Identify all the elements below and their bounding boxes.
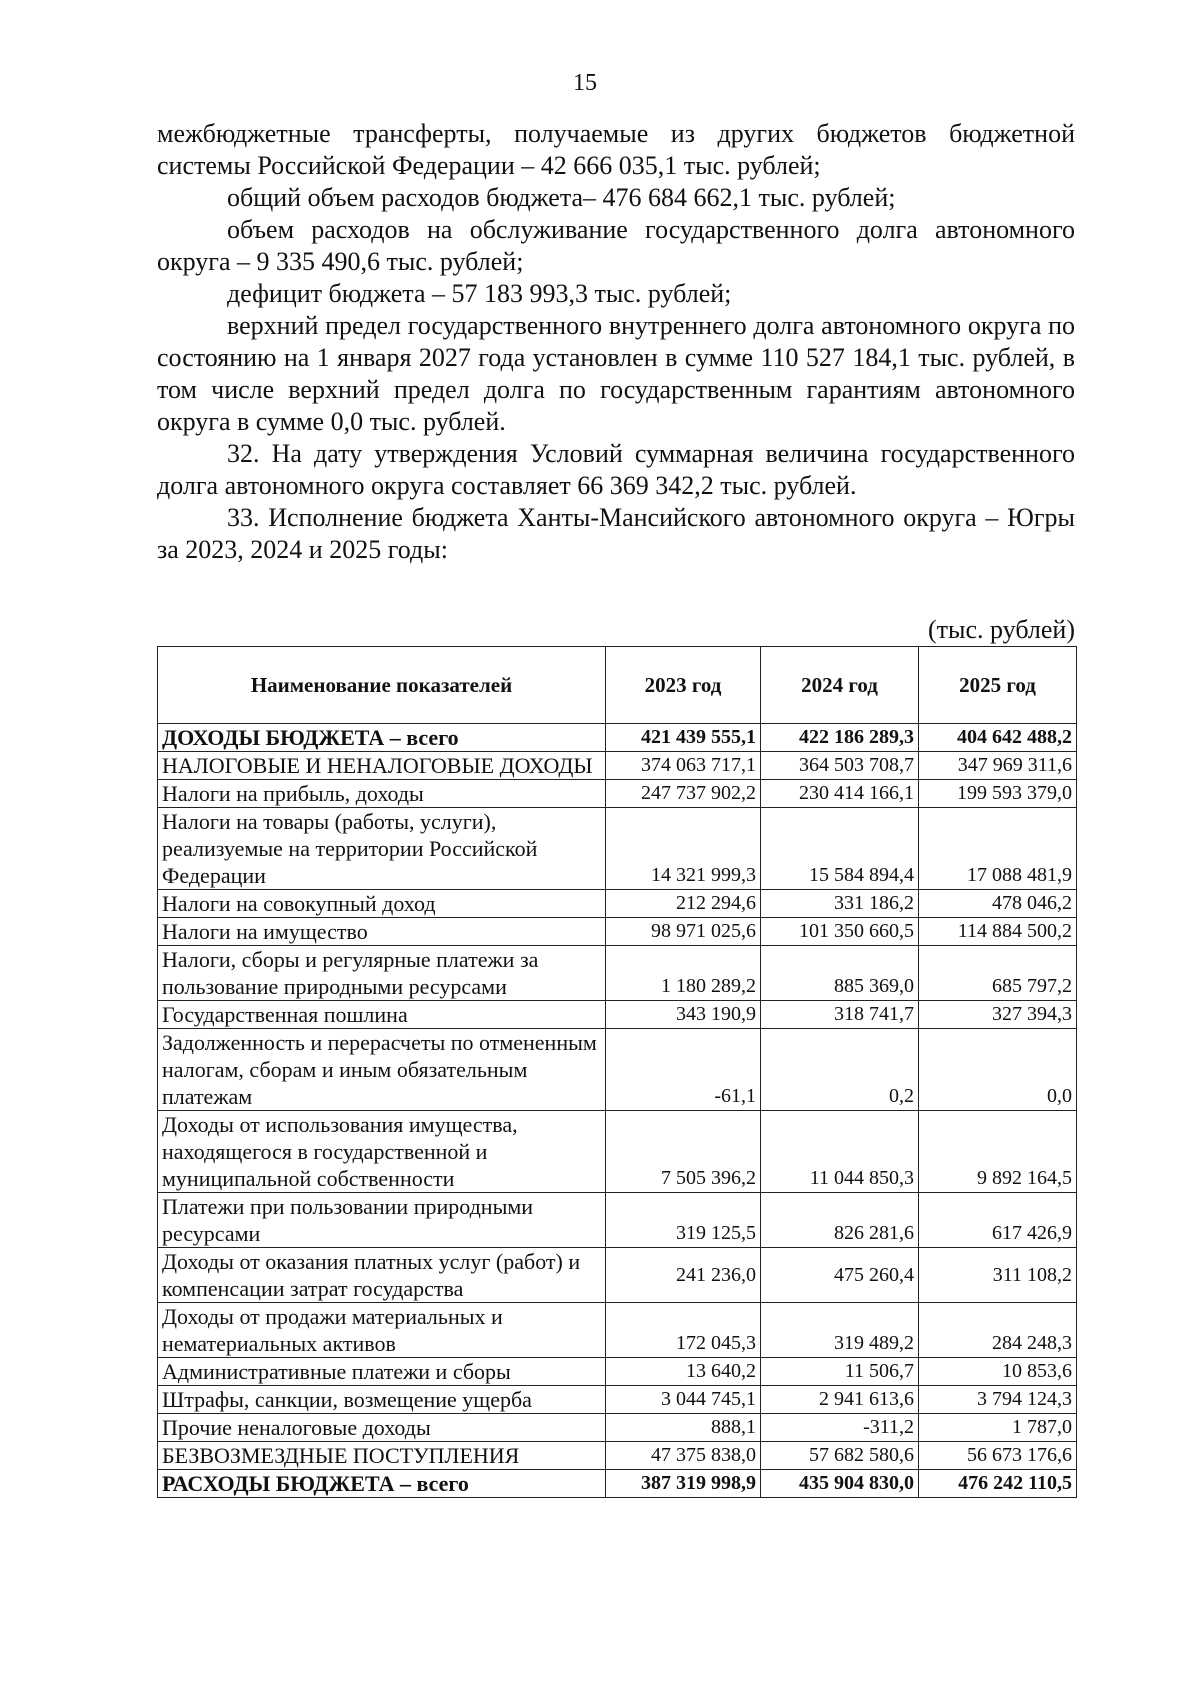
value-2024: 57 682 580,6 (761, 1442, 919, 1470)
value-2024: 318 741,7 (761, 1001, 919, 1029)
row-name: Государственная пошлина (158, 1001, 606, 1029)
table-row (158, 1029, 1077, 1111)
budget-table (157, 646, 1077, 1498)
value-2024: 331 186,2 (761, 890, 919, 918)
value-2025: 0,0 (919, 1029, 1077, 1111)
value-2024: 101 350 660,5 (761, 918, 919, 946)
value-2025: 311 108,2 (919, 1248, 1077, 1303)
value-2025: 17 088 481,9 (919, 808, 1077, 890)
value-2024: 0,2 (761, 1029, 919, 1111)
value-2024: 826 281,6 (761, 1193, 919, 1248)
row-name: Налоги на прибыль, доходы (158, 780, 606, 808)
table-row (158, 918, 1077, 946)
header-2024: 2024 год (761, 647, 919, 724)
value-2025: 199 593 379,0 (919, 780, 1077, 808)
value-2023: -61,1 (606, 1029, 761, 1111)
table-row (158, 1442, 1077, 1470)
row-name: Доходы от использования имущества, находящегося в государственной и муниципальной собственности (158, 1111, 606, 1193)
value-2025: 617 426,9 (919, 1193, 1077, 1248)
value-2023: 3 044 745,1 (606, 1386, 761, 1414)
value-2023: 343 190,9 (606, 1001, 761, 1029)
row-name: Административные платежи и сборы (158, 1358, 606, 1386)
page-number: 15 (573, 70, 597, 96)
row-name: Налоги на совокупный доход (158, 890, 606, 918)
value-2024: 11 044 850,3 (761, 1111, 919, 1193)
row-name: Прочие неналоговые доходы (158, 1414, 606, 1442)
value-2025: 347 969 311,6 (919, 752, 1077, 780)
value-2025: 478 046,2 (919, 890, 1077, 918)
table-row (158, 1001, 1077, 1029)
table-row (158, 890, 1077, 918)
row-name: Налоги, сборы и регулярные платежи за пользование природными ресурсами (158, 946, 606, 1001)
value-2023: 319 125,5 (606, 1193, 761, 1248)
table-header-row (158, 647, 1077, 724)
row-name: Налоги на товары (работы, услуги), реализуемые на территории Российской Федерации (158, 808, 606, 890)
paragraph-total-expenses: общий объем расходов бюджета– 476 684 662,1 тыс. рублей; (227, 183, 896, 212)
value-2025: 10 853,6 (919, 1358, 1077, 1386)
table-row (158, 1111, 1077, 1193)
value-2024: 422 186 289,3 (761, 724, 919, 752)
value-2023: 13 640,2 (606, 1358, 761, 1386)
value-2025: 327 394,3 (919, 1001, 1077, 1029)
row-name: Платежи при пользовании природными ресурсами (158, 1193, 606, 1248)
table-row (158, 1386, 1077, 1414)
row-name: Налоги на имущество (158, 918, 606, 946)
value-2025: 114 884 500,2 (919, 918, 1077, 946)
table-row (158, 808, 1077, 890)
row-name: ДОХОДЫ БЮДЖЕТА – всего (158, 724, 606, 752)
value-2025: 476 242 110,5 (919, 1470, 1077, 1498)
table-row (158, 780, 1077, 808)
table-row (158, 946, 1077, 1001)
value-2023: 241 236,0 (606, 1248, 761, 1303)
value-2023: 387 319 998,9 (606, 1470, 761, 1498)
row-name: РАСХОДЫ БЮДЖЕТА – всего (158, 1470, 606, 1498)
value-2023: 374 063 717,1 (606, 752, 761, 780)
value-2023: 47 375 838,0 (606, 1442, 761, 1470)
header-2023: 2023 год (606, 647, 761, 724)
table-row (158, 724, 1077, 752)
value-2024: 364 503 708,7 (761, 752, 919, 780)
header-2025: 2025 год (919, 647, 1077, 724)
table-row (158, 1193, 1077, 1248)
value-2023: 14 321 999,3 (606, 808, 761, 890)
body-text (157, 118, 1075, 566)
value-2024: 2 941 613,6 (761, 1386, 919, 1414)
value-2025: 3 794 124,3 (919, 1386, 1077, 1414)
value-2024: 885 369,0 (761, 946, 919, 1001)
value-2023: 421 439 555,1 (606, 724, 761, 752)
header-indicator-name: Наименование показателей (158, 647, 606, 724)
value-2024: 230 414 166,1 (761, 780, 919, 808)
row-name: Задолженность и перерасчеты по отмененным налогам, сборам и иным обязательным платежам (158, 1029, 606, 1111)
paragraph-transfers: межбюджетные трансферты, получаемые из других бюджетов бюджетной системы Российской Федерации – 42 666 035,1 тыс. рублей; (157, 119, 1075, 180)
table-row (158, 1248, 1077, 1303)
value-2023: 172 045,3 (606, 1303, 761, 1358)
value-2023: 247 737 902,2 (606, 780, 761, 808)
table-row (158, 1470, 1077, 1498)
table-row (158, 752, 1077, 780)
paragraph-33: 33. Исполнение бюджета Ханты-Мансийского автономного округа – Югры за 2023, 2024 и 2025 годы: (157, 503, 1075, 564)
table-row (158, 1303, 1077, 1358)
value-2023: 1 180 289,2 (606, 946, 761, 1001)
value-2023: 212 294,6 (606, 890, 761, 918)
paragraph-deficit: дефицит бюджета – 57 183 993,3 тыс. рублей; (227, 279, 732, 308)
row-name: БЕЗВОЗМЕЗДНЫЕ ПОСТУПЛЕНИЯ (158, 1442, 606, 1470)
value-2024: 475 260,4 (761, 1248, 919, 1303)
unit-note: (тыс. рублей) (927, 615, 1075, 644)
value-2023: 7 505 396,2 (606, 1111, 761, 1193)
row-name: Доходы от продажи материальных и нематериальных активов (158, 1303, 606, 1358)
value-2024: 435 904 830,0 (761, 1470, 919, 1498)
value-2025: 284 248,3 (919, 1303, 1077, 1358)
value-2024: 11 506,7 (761, 1358, 919, 1386)
paragraph-debt-limit: верхний предел государственного внутреннего долга автономного округа по состоянию на 1 января 2027 года установлен в сумме 110 527 184,1 тыс. рублей, в том числе верхний предел долга по государственным гарантиям автономного округа в сумме 0,0 тыс. рублей. (157, 311, 1075, 436)
value-2025: 685 797,2 (919, 946, 1077, 1001)
value-2025: 9 892 164,5 (919, 1111, 1077, 1193)
value-2024: 319 489,2 (761, 1303, 919, 1358)
value-2025: 404 642 488,2 (919, 724, 1077, 752)
value-2023: 888,1 (606, 1414, 761, 1442)
row-name: НАЛОГОВЫЕ И НЕНАЛОГОВЫЕ ДОХОДЫ (158, 752, 606, 780)
row-name: Штрафы, санкции, возмещение ущерба (158, 1386, 606, 1414)
value-2024: -311,2 (761, 1414, 919, 1442)
table-row (158, 1358, 1077, 1386)
paragraph-32: 32. На дату утверждения Условий суммарная величина государственного долга автономного округа составляет 66 369 342,2 тыс. рублей. (157, 439, 1075, 500)
value-2024: 15 584 894,4 (761, 808, 919, 890)
row-name: Доходы от оказания платных услуг (работ) и компенсации затрат государства (158, 1248, 606, 1303)
table-row (158, 1414, 1077, 1442)
paragraph-debt-service: объем расходов на обслуживание государственного долга автономного округа – 9 335 490,6 тыс. рублей; (157, 215, 1075, 276)
value-2023: 98 971 025,6 (606, 918, 761, 946)
value-2025: 56 673 176,6 (919, 1442, 1077, 1470)
value-2025: 1 787,0 (919, 1414, 1077, 1442)
